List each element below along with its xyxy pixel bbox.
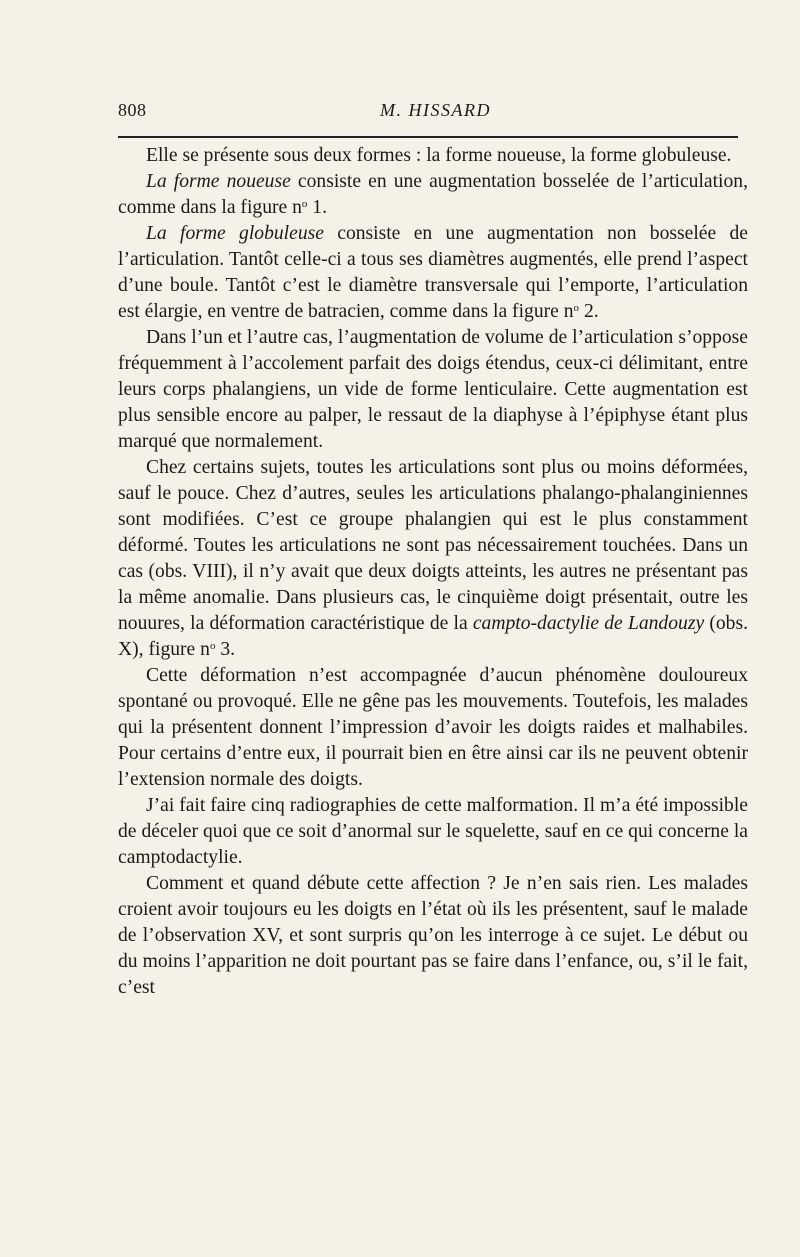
paragraph-text: Chez certains sujets, toutes les articulations sont plus ou moins déformées, sauf le pouce. Chez d’autres, seules les articulations phalango-phalanginiennes sont modifiées. C’est ce groupe phalangien qui est le plus constamment déformé. Toutes les articulations ne sont pas nécessairement touchées. Dans un cas (obs. VIII), il n’y avait que deux doigts atteints, les autres ne présentant pas la même anomalie. Dans plusieurs cas, le cinquième doigt présentait, outre les nouures, la déformation caractéristique de la bbox=[118, 457, 748, 634]
paragraph-5 bbox=[118, 455, 748, 663]
paragraph-3 bbox=[118, 221, 748, 325]
paragraph-text: consiste en une augmentation bosselée de l’articulation, comme dans la figure n bbox=[118, 171, 748, 218]
paragraph-text: Comment et quand débute cette affection ? Je n’en sais rien. Les malades croient avoir toujours eu les doigts en l’état où ils les présentent, sauf le malade de l’observation XV, et sont surpris qu’on les interroge à ce sujet. Le début ou du moins l’apparition ne doit pourtant pas se faire dans l’enfance, ou, s’il le fait, c’est bbox=[118, 873, 748, 998]
superscript: o bbox=[573, 302, 580, 314]
paragraph-text: Cette déformation n’est accompagnée d’aucun phénomène douloureux spontané ou provoqué. Elle ne gêne pas les mouvements. Toutefois, les malades qui la présentent donnent l’impression d’avoir les doigts raides et malhabiles. Pour certains d’entre eux, il pourrait bien en être ainsi car ils ne peuvent obtenir l’extension normale des doigts. bbox=[118, 665, 748, 790]
paragraph-tail: 1. bbox=[307, 197, 327, 218]
superscript: o bbox=[209, 640, 216, 652]
italic-term: campto-dactylie de Landouzy bbox=[472, 613, 705, 634]
body-text bbox=[118, 143, 748, 1001]
paragraph-7 bbox=[118, 793, 748, 871]
paragraph-text: Elle se présente sous deux formes : la forme noueuse, la forme globuleuse. bbox=[146, 145, 732, 166]
superscript: o bbox=[301, 198, 308, 210]
paragraph-2 bbox=[118, 169, 748, 221]
page-header bbox=[118, 100, 738, 124]
paragraph-text: J’ai fait faire cinq radiographies de cette malformation. Il m’a été impossible de déceler quoi que ce soit d’anormal sur le squelette, sauf en ce qui concerne la camptodactylie. bbox=[118, 795, 748, 868]
paragraph-tail: 3. bbox=[215, 639, 236, 660]
running-head: M. HISSARD bbox=[380, 100, 491, 120]
paragraph-text: consiste en une augmentation non bosselée de l’articulation. Tantôt celle-ci a tous ses diamètres augmentés, elle prend l’aspect d’une boule. Tantôt c’est le diamètre transversale qui l’emporte, l’articulation est élargie, en ventre de batracien, comme dans la figure n bbox=[118, 223, 748, 322]
paragraph-4 bbox=[118, 325, 748, 455]
paragraph-1 bbox=[118, 143, 748, 169]
paragraph-6 bbox=[118, 663, 748, 793]
paragraph-text-after: (obs. X), figure n bbox=[118, 613, 748, 660]
header-rule bbox=[118, 136, 738, 138]
page-number: 808 bbox=[118, 100, 147, 120]
italic-term: La forme noueuse bbox=[146, 171, 291, 192]
paragraph-tail: 2. bbox=[579, 301, 599, 322]
paragraph-text: Dans l’un et l’autre cas, l’augmentation de volume de l’articulation s’oppose fréquemment à l’accolement parfait des doigs étendus, ceux-ci délimitant, entre leurs corps phalangiens, un vide de forme lenticulaire. Cette augmentation est plus sensible encore au palper, le ressaut de la diaphyse à l’épiphyse étant plus marqué que normalement. bbox=[118, 327, 748, 452]
italic-term: La forme globuleuse bbox=[146, 223, 324, 244]
paragraph-8 bbox=[118, 871, 748, 1001]
